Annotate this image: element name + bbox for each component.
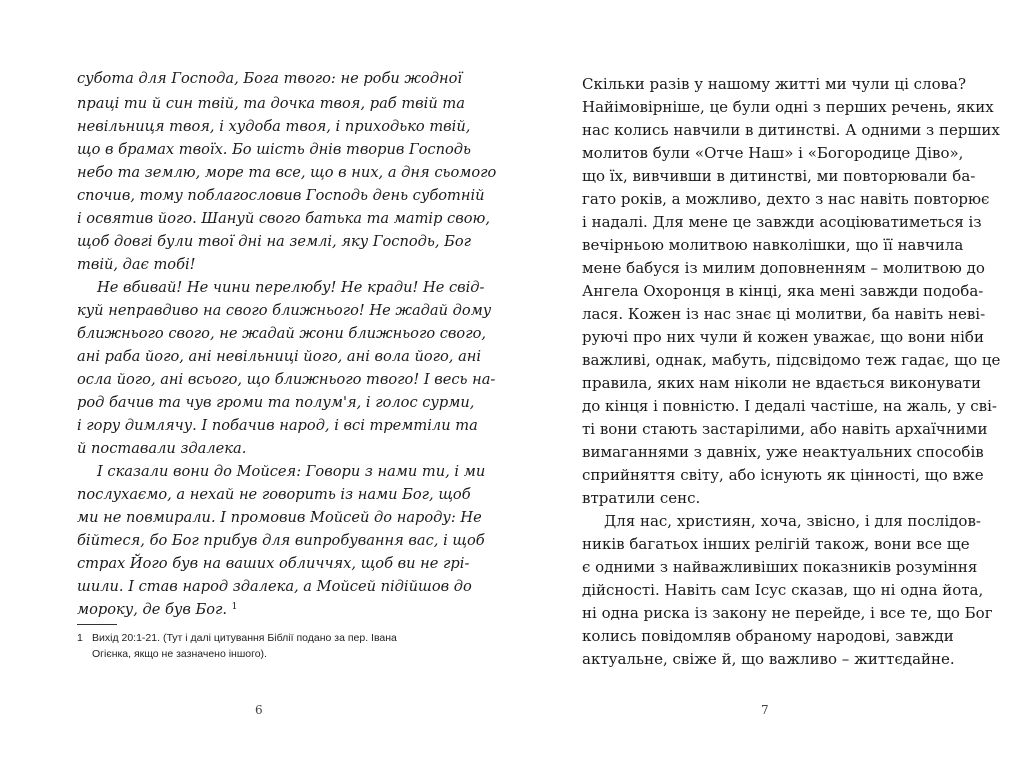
- text-line: гато років, а можливо, дехто з нас навіть повторює: [582, 190, 990, 208]
- text-line: твій, дає тобі!: [77, 256, 196, 273]
- text-line: і освятив його. Шануй свого батька та матір свою,: [77, 210, 490, 227]
- text-line: ні одна риска із закону не перейде, і все те, що Бог: [582, 604, 993, 622]
- text-line: важливі, однак, мабуть, підсвідомо теж гадає, що це: [582, 351, 1001, 369]
- page-number: 6: [255, 703, 263, 717]
- text-line: і гору димлячу. І побачив народ, і всі тремтіли та: [77, 417, 478, 434]
- text-line: Не вбивай! Не чини перелюбу! Не кради! Не свід-: [97, 279, 485, 296]
- text-line: що їх, вивчивши в дитинстві, ми повторювали ба-: [582, 167, 976, 185]
- text-line: невільниця твоя, і худоба твоя, і приходько твій,: [77, 118, 471, 135]
- right-page: [512, 0, 1024, 768]
- text-line: є одними з найважливіших показників розуміння: [582, 558, 978, 576]
- text-line: послухаємо, а нехай не говорить із нами Бог, щоб: [77, 486, 471, 503]
- text-line: мене бабуся із милим доповненням – молитвою до: [582, 259, 985, 277]
- text-line: актуальне, свіже й, що важливо – життєдайне.: [582, 650, 955, 668]
- text-line: осла його, ані всього, що ближнього твого! І весь на-: [77, 371, 496, 388]
- text-line: щоб довгі були твої дні на землі, яку Господь, Бог: [77, 233, 471, 250]
- text-line: правила, яких нам ніколи не вдається виконувати: [582, 374, 982, 392]
- text-line: ближнього свого, не жадай жони ближнього свого,: [77, 325, 487, 342]
- text-line: ані раба його, ані невільниці його, ані вола його, ані: [77, 348, 482, 365]
- text-line: І сказали вони до Мойсея: Говори з нами ти, і ми: [97, 463, 486, 480]
- text-line: до кінця і повністю. І дедалі частіше, на жаль, у сві-: [582, 397, 997, 415]
- text-line: лася. Кожен із нас знає ці молитви, ба навіть неві-: [582, 305, 986, 323]
- text-line: страх Його був на ваших обличчях, щоб ви не грі-: [77, 555, 470, 572]
- text-line: куй неправдиво на свого ближнього! Не жадай дому: [77, 302, 492, 319]
- text-line: Ангела Охоронця в кінці, яка мені завжди подоба-: [582, 282, 984, 300]
- footnote: [77, 632, 397, 644]
- footnote-mark: 1: [77, 632, 83, 644]
- text-line: і надалі. Для мене це завжди асоціюватиметься із: [582, 213, 982, 231]
- text-line: ті вони стають застарілими, або навіть архаїчними: [582, 420, 988, 438]
- text-line: мороку, де був Бог.: [77, 601, 228, 618]
- text-line: Для нас, християн, хоча, звісно, і для послідов-: [604, 512, 981, 530]
- text-line: колись повідомляв обраному народові, завжди: [582, 627, 954, 645]
- text-line: небо та землю, море та все, що в них, а дня сьомого: [77, 164, 497, 181]
- text-line-last: [77, 603, 237, 618]
- footnote-reference[interactable]: 1: [231, 602, 238, 612]
- text-line: род бачив та чув громи та полум'я, і голос сурми,: [77, 394, 475, 411]
- text-line: руючі про них чули й кожен уважає, що вони ніби: [582, 328, 984, 346]
- text-line: субота для Господа, Бога твого: не роби жодної: [77, 70, 463, 87]
- text-line: шили. І став народ здалека, а Мойсей підійшов до: [77, 578, 472, 595]
- text-line: втратили сенс.: [582, 489, 701, 507]
- text-line: дійсності. Навіть сам Ісус сказав, що ні одна йота,: [582, 581, 984, 599]
- text-line: сприйняття світу, або існують як цінності, що вже: [582, 466, 984, 484]
- page-number: 7: [761, 703, 769, 717]
- text-line: молитов були «Отче Наш» і «Богородице Діво»,: [582, 144, 964, 162]
- text-line: вимаганнями з давніх, уже неактуальних способів: [582, 443, 984, 461]
- text-line: праці ти й син твій, та дочка твоя, раб твій та: [77, 95, 465, 112]
- text-line: ників багатьох інших релігій також, вони все ще: [582, 535, 970, 553]
- text-line: спочив, тому поблагословив Господь день суботній: [77, 187, 485, 204]
- text-line: що в брамах твоїх. Бо шість днів творив Господь: [77, 141, 471, 158]
- text-line: бійтеся, бо Бог прибув для випробування вас, і щоб: [77, 532, 485, 549]
- footnote-text: Вихід 20:1-21. (Тут і далі цитування Біблії подано за пер. Івана: [92, 632, 397, 644]
- text-line: й поставали здалека.: [77, 440, 247, 457]
- text-line: Скільки разів у нашому житті ми чули ці слова?: [582, 75, 967, 93]
- text-line: Найімовірніше, це були одні з перших речень, яких: [582, 98, 994, 116]
- footnote-divider: [77, 624, 117, 625]
- footnote-text-cont: Огієнка, якщо не зазначено іншого).: [92, 648, 267, 660]
- text-line: вечірньою молитвою навколішки, що її навчила: [582, 236, 964, 254]
- text-line: ми не повмирали. І промовив Мойсей до народу: Не: [77, 509, 482, 526]
- text-line: нас колись навчили в дитинстві. А одними з перших: [582, 121, 1000, 139]
